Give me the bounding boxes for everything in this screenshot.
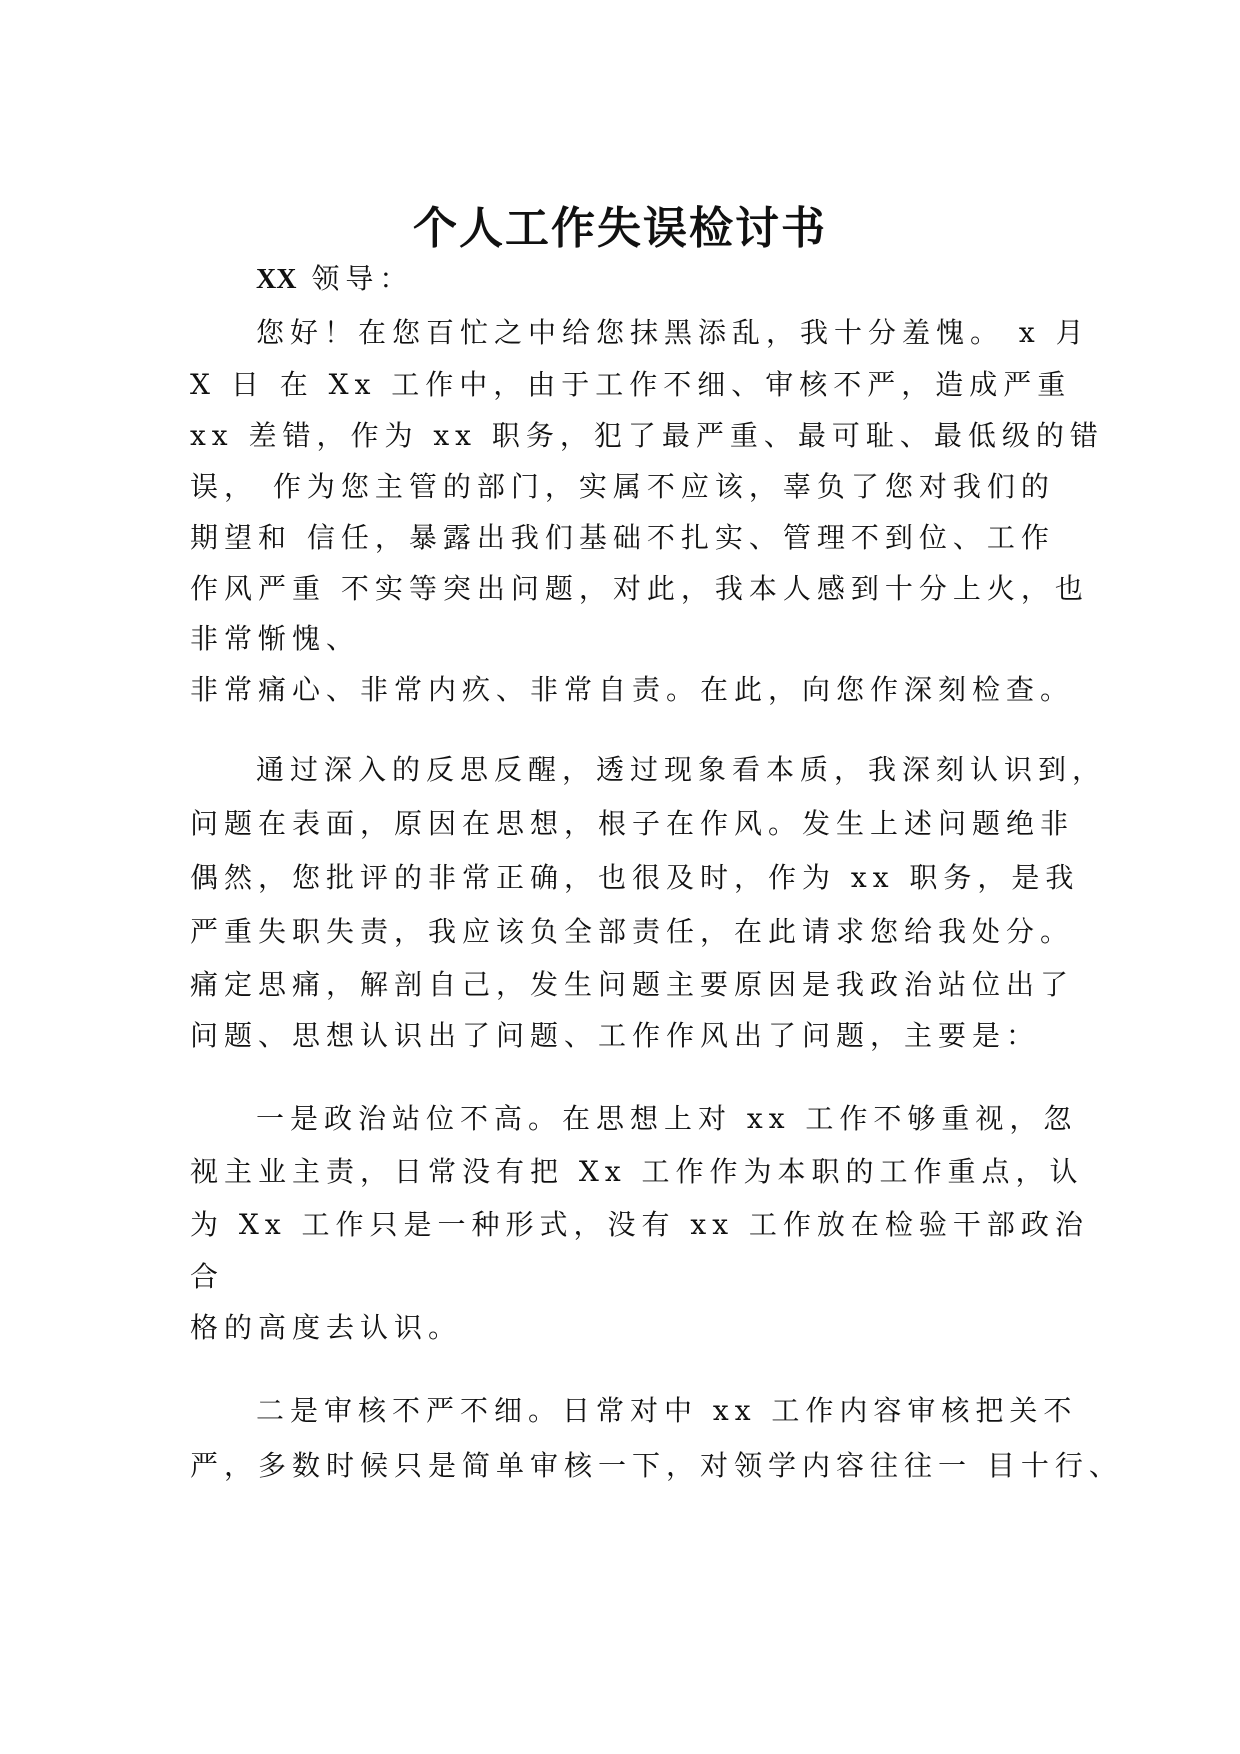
paragraph-line: 视主业主责，日常没有把 Xx 工作作为本职的工作重点，认 xyxy=(190,1155,1084,1188)
document-title: 个人工作失误检讨书 xyxy=(413,203,827,254)
paragraph-line: 二是审核不严不细。日常对中 xx 工作内容审核把关不 xyxy=(256,1394,1078,1427)
paragraph-line: 非常痛心、非常内疚、非常自责。在此，向您作深刻检查。 xyxy=(190,673,1075,706)
paragraph-line: 格的高度去认识。 xyxy=(190,1311,463,1344)
paragraph-line: 通过深入的反思反醒，透过现象看本质，我深刻认识到， xyxy=(256,753,1107,786)
paragraph-line: 痛定思痛，解剖自己，发生问题主要原因是我政治站位出了 xyxy=(190,968,1075,1001)
salutation-suffix: 领导： xyxy=(296,262,414,295)
paragraph-line: 严重失职失责，我应该负全部责任，在此请求您给我处分。 xyxy=(190,915,1075,948)
paragraph-line: 问题在表面，原因在思想，根子在作风。发生上述问题绝非 xyxy=(190,807,1075,840)
paragraph-line: 问题、思想认识出了问题、工作作风出了问题，主要是： xyxy=(190,1019,1041,1052)
paragraph-line: 您好！在您百忙之中给您抹黑添乱，我十分羞愧。 x 月 xyxy=(256,316,1090,349)
paragraph-line: 期望和 信任，暴露出我们基础不扎实、管理不到位、工作 xyxy=(190,521,1055,554)
paragraph-line: xx 差错，作为 xx 职务，犯了最严重、最可耻、最低级的错 xyxy=(190,419,1104,452)
paragraph-line: 偶然，您批评的非常正确，也很及时，作为 xx 职务，是我 xyxy=(190,861,1080,894)
paragraph-line: 一是政治站位不高。在思想上对 xx 工作不够重视，忽 xyxy=(256,1102,1078,1135)
paragraph-line: 为 Xx 工作只是一种形式，没有 xx 工作放在检验干部政治 xyxy=(190,1208,1089,1241)
paragraph-line: 误， 作为您主管的部门，实属不应该，辜负了您对我们的 xyxy=(190,470,1055,503)
paragraph-line: 作风严重 不实等突出问题，对此，我本人感到十分上火，也 xyxy=(190,572,1089,605)
paragraph-line: X 日 在 Xx 工作中，由于工作不细、审核不严，造成严重 xyxy=(190,368,1072,401)
paragraph-line: 合 xyxy=(190,1260,225,1293)
salutation-name: XX xyxy=(256,264,297,295)
paragraph-line: 严，多数时候只是简单审核一下，对领学内容往往一 目十行、 xyxy=(190,1449,1123,1482)
salutation-line xyxy=(256,259,413,300)
paragraph-line: 非常惭愧、 xyxy=(190,622,361,655)
